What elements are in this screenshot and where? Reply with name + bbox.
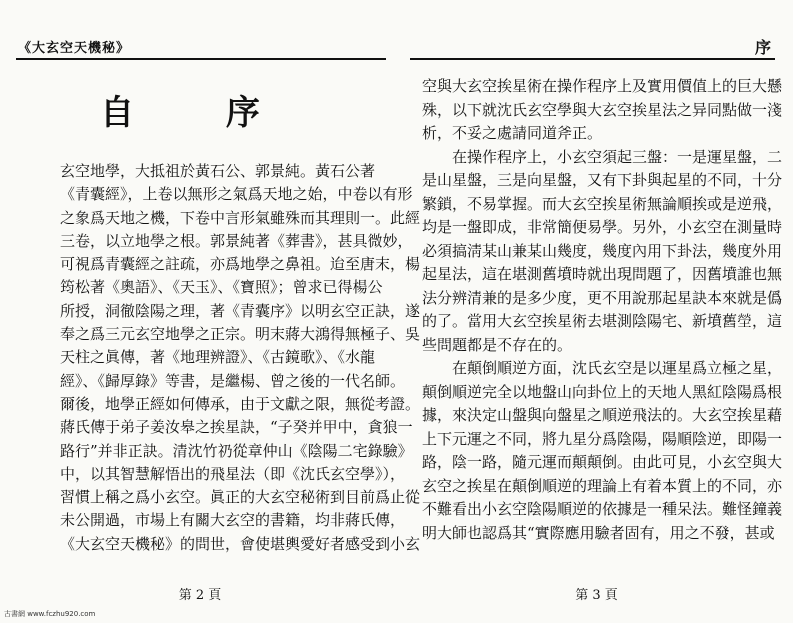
text-line: 析，不妥之處請同道斧正。 (422, 124, 603, 142)
header-rule (410, 58, 775, 60)
text-line: 玄空地學，大抵祖於黃石公、郭景純。黃石公著 (60, 162, 376, 180)
text-line: 《大玄空天機秘》的問世，會使堪輿愛好者感受到小玄 (60, 534, 421, 553)
right-body-text (422, 75, 783, 545)
text-line: 《青囊經》，上卷以無形之氣爲天地之始，中卷以有形 (60, 185, 413, 204)
text-line: 未公開過，市場上有關大玄空的書籍，均非蔣氏傳， (60, 511, 406, 530)
preface-title: 自 序 (100, 93, 300, 133)
text-line: 經》、《歸厚錄》等書，是繼楊、曾之後的一代名師。 (60, 371, 406, 390)
page-number-left: 第 2 頁 (178, 588, 222, 603)
text-line: 繁鎖，不易掌握。而大玄空挨星術無論順挨或是逆飛， (422, 194, 783, 213)
text-line: 筠松著《奧語》、《天玉》、《寶照》；曾求已得楊公 (60, 278, 383, 297)
header-rule (16, 58, 386, 60)
text-line: 在操作程序上，小玄空須起三盤：一是運星盤，二 (452, 147, 783, 166)
text-line: 殊，以下就沈氏玄空學與大玄空挨星法之异同點做一淺 (422, 100, 783, 119)
text-line: 天柱之眞傳，著《地理辨證》、《古鏡歌》、《水龍 (60, 348, 376, 367)
text-line: 路，陰一路，隨元運而顛顛倒。由此可見，小玄空與大 (422, 453, 783, 471)
text-line: 習慣上稱之爲小玄空。眞正的大玄空秘術到目前爲止從 (60, 488, 421, 507)
text-line: 法分辨清兼的是多少度，更不用說那起星訣本來就是僞 (422, 288, 783, 307)
text-line: 顛倒順逆完全以地盤山向卦位上的天地人黑紅陰陽爲根 (422, 382, 783, 401)
text-line: 據，來決定山盤與向盤星之順逆飛法的。大玄空挨星藉 (422, 406, 783, 424)
page-number-right: 第 3 頁 (575, 588, 618, 603)
text-line: 起星法，這在堪測舊墳時就出現問題了，因舊墳誰也無 (422, 265, 783, 283)
text-line: 所授，洞徹陰陽之理，著《青囊序》以明玄空正訣，遂 (60, 301, 421, 320)
right-page (400, 0, 793, 623)
text-line: 爾後，地學正經如何傳承，由于文獻之限，無從考證。 (60, 394, 421, 413)
text-line: 蔣氏傳于弟子姜汝皋之挨星訣，“子癸并甲中，貪狼一 (60, 418, 413, 437)
text-line: 的了。當用大玄空挨星術去堪測陰陽宅、新墳舊塋，這 (422, 312, 783, 330)
text-line: 不難看出小玄空陰陽順逆的依據是一種呆法。難怪鐘義 (422, 500, 783, 518)
left-body-text (60, 160, 421, 556)
text-line: 之象爲天地之機，下卷中言形氣雖殊而其理則一。此經 (60, 208, 421, 227)
text-line: 在顛倒順逆方面，沈氏玄空是以運星爲立極之星， (452, 359, 783, 377)
source-watermark: 古書網 www.fczhu920.com (4, 610, 96, 618)
text-line: 上下元運之不同，將九星分爲陰陽，陽順陰逆，即陽一 (422, 429, 783, 448)
text-line: 均是一盤即成，非常簡便易學。另外，小玄空在測量時 (422, 218, 783, 236)
text-line: 中，以其智慧解悟出的飛星法（即《沈氏玄空學》）， (60, 464, 406, 483)
text-line: 必須搞淸某山兼某山幾度，幾度內用下卦法，幾度外用 (422, 241, 783, 260)
text-line: 可視爲青囊經之註疏，亦爲地學之鼻祖。迨至唐末，楊 (60, 255, 421, 274)
text-line: 是山星盤，三是向星盤，又有下卦與起星的不同，十分 (422, 171, 783, 189)
book-title-header: 《大玄空天機秘》 (18, 41, 131, 56)
text-line: 路行”并非正訣。清沈竹礽從章仲山《陰陽二宅錄驗》 (60, 441, 413, 460)
text-line: 些問題都是不存在的。 (422, 335, 573, 354)
text-line: 奉之爲三元玄空地學之正宗。明末蔣大鴻得無極子、吳 (60, 325, 421, 344)
section-header: 序 (754, 38, 771, 57)
text-line: 明大師也認爲其“實際應用驗者固有，用之不發，甚或 (422, 523, 775, 542)
text-line: 玄空之挨星在顛倒順逆的理論上有着本質上的不同，亦 (422, 476, 783, 495)
text-line: 空與大玄空挨星術在操作程序上及實用價值上的巨大懸 (422, 77, 783, 95)
text-line: 三卷，以立地學之根。郭景純著《葬書》，甚具微妙， (60, 231, 413, 250)
